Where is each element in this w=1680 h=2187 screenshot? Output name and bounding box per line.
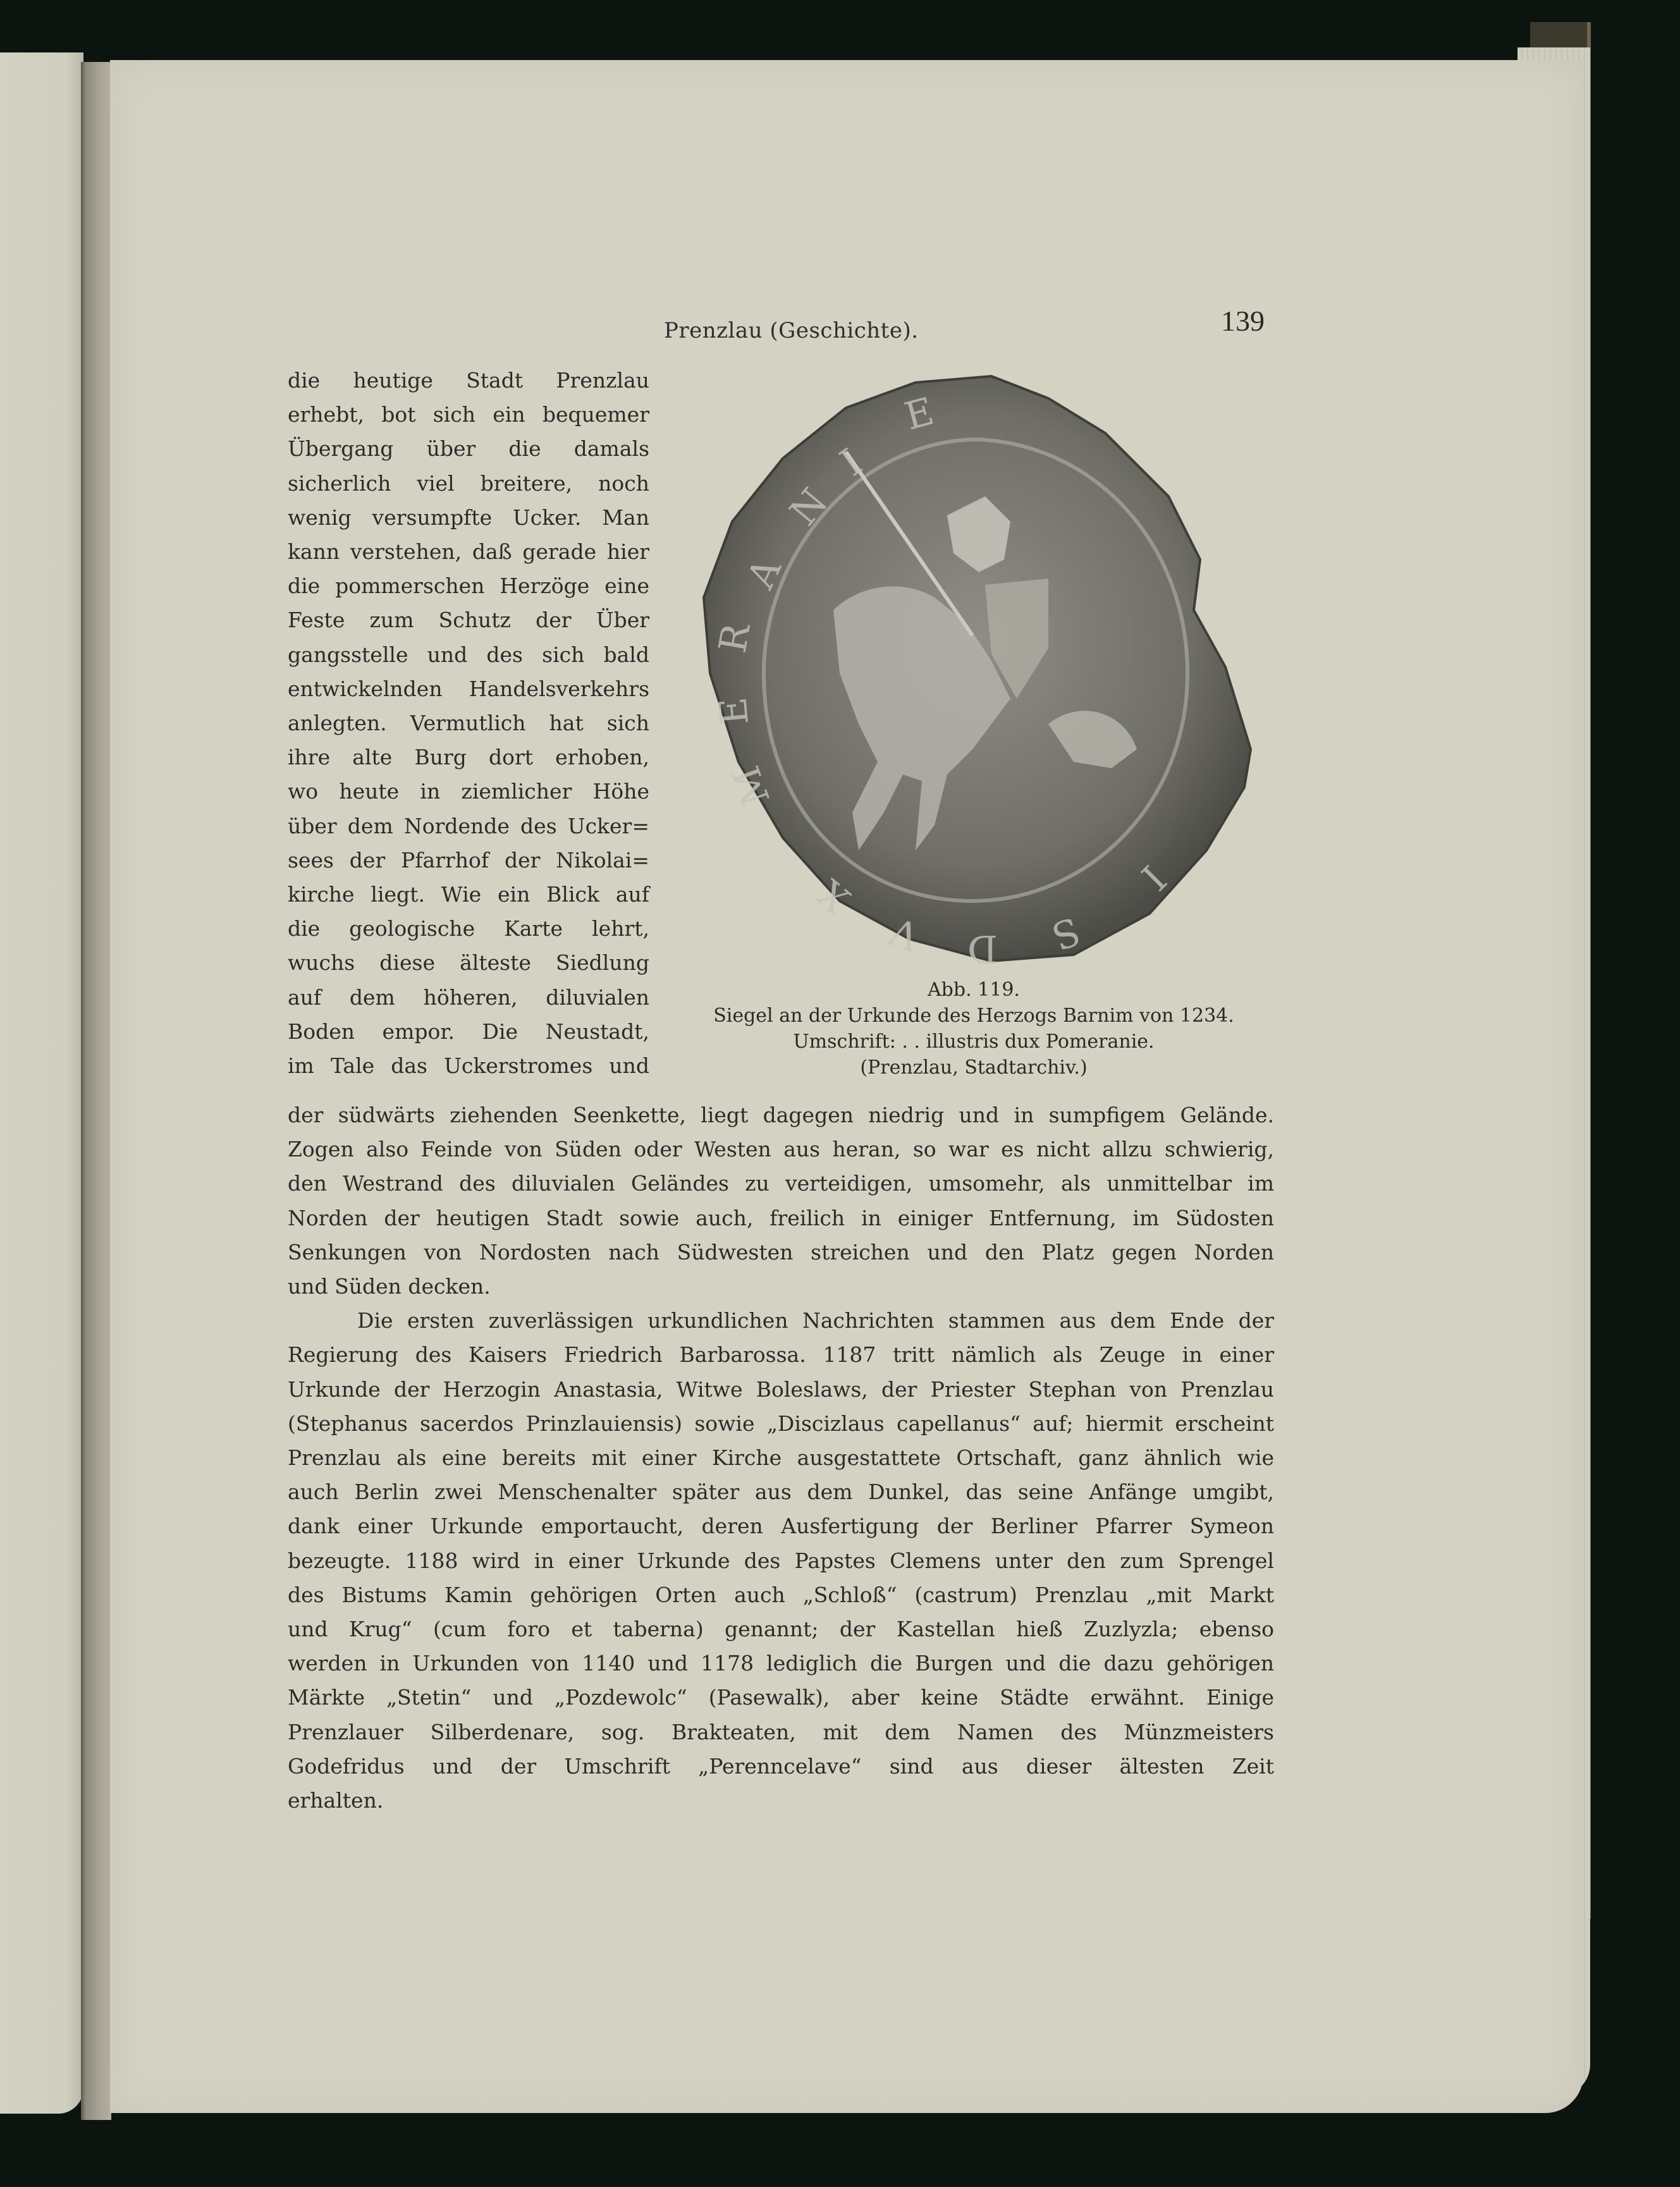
text-line: die heutige Stadt Prenzlau: [288, 368, 649, 393]
running-title: Prenzlau (Geschichte).: [664, 318, 919, 343]
svg-text:A: A: [739, 551, 790, 596]
text-line: Prenzlau als eine bereits mit einer Kirche ausgestattete Ortschaft, ganz ähnlich wie: [288, 1445, 1274, 1471]
svg-text:N: N: [781, 480, 837, 534]
text-line: auch Berlin zwei Menschenalter später aus dem Dunkel, das seine Anfänge umgibt,: [288, 1479, 1274, 1505]
figure-caption-line: (Prenzlau, Stadtarchiv.): [860, 1057, 1088, 1079]
left-page: [0, 52, 83, 2114]
svg-text:D: D: [967, 926, 998, 964]
text-line: entwickelnden Handelsverkehrs: [288, 676, 649, 701]
svg-text:V: V: [884, 908, 926, 959]
text-line: Norden der heutigen Stadt sowie auch, freilich in einiger Entfernung, im Südosten: [288, 1205, 1274, 1230]
svg-text:R: R: [710, 620, 759, 656]
text-line: bezeugte. 1188 wird in einer Urkunde des Papstes Clemens unter den zum Sprengel: [288, 1548, 1274, 1573]
text-line: Märkte „Stetin“ und „Pozdewolc“ (Pasewalk), aber keine Städte erwähnt. Einige: [288, 1685, 1274, 1710]
text-line: und Süden decken.: [288, 1274, 491, 1299]
text-line: wenig versumpfte Ucker. Man: [288, 505, 649, 530]
figure-caption-line: Siegel an der Urkunde des Herzogs Barnim von 1234.: [713, 1005, 1234, 1027]
text-line: wo heute in ziemlicher Höhe: [288, 779, 649, 804]
text-line: erhalten.: [288, 1788, 384, 1813]
text-line: Regierung des Kaisers Friedrich Barbarossa. 1187 tritt nämlich als Zeuge in einer: [288, 1342, 1274, 1368]
svg-text:I: I: [1132, 856, 1174, 898]
text-line: über dem Nordende des Ucker=: [288, 813, 649, 838]
text-line: Godefridus und der Umschrift „Perenncelave“ sind aus dieser ältesten Zeit: [288, 1753, 1274, 1779]
svg-text:E: E: [711, 695, 757, 727]
text-line: Urkunde der Herzogin Anastasia, Witwe Boleslaws, der Priester Stephan von Prenzlau: [288, 1376, 1274, 1402]
book-gutter: [81, 62, 111, 2120]
text-line: werden in Urkunden von 1140 und 1178 lediglich die Burgen und die dazu gehörigen: [288, 1651, 1274, 1676]
text-line: kirche liegt. Wie ein Blick auf: [288, 882, 649, 907]
page-header: [664, 305, 1265, 351]
text-line: dank einer Urkunde emportaucht, deren Ausfertigung der Berliner Pfarrer Symeon: [288, 1514, 1274, 1539]
seal-figure-image: [694, 370, 1257, 964]
text-line: sees der Pfarrhof der Nikolai=: [288, 847, 649, 873]
text-line: Prenzlauer Silberdenare, sog. Brakteaten, mit dem Namen des Münzmeisters: [288, 1719, 1274, 1744]
figure-caption: [683, 977, 1265, 1081]
text-line: die pommerschen Herzöge eine: [288, 573, 649, 599]
svg-text:S: S: [1046, 907, 1086, 959]
text-line: auf dem höheren, diluvialen: [288, 984, 649, 1010]
left-text-column: [288, 364, 649, 1083]
text-line: gangsstelle und des sich bald: [288, 642, 649, 667]
page-number: 139: [1221, 305, 1265, 337]
text-line: anlegten. Vermutlich hat sich: [288, 711, 649, 736]
text-line: ihre alte Burg dort erhoben,: [288, 745, 649, 770]
text-line: Senkungen von Nordosten nach Südwesten streichen und den Platz gegen Norden: [288, 1239, 1274, 1265]
text-line: Boden empor. Die Neustadt,: [288, 1019, 649, 1044]
body-text: [288, 1098, 1274, 1818]
text-line: des Bistums Kamin gehörigen Orten auch „Schloß“ (castrum) Prenzlau „mit Markt: [288, 1582, 1274, 1607]
figure-caption-line: Umschrift: . . illustris dux Pomeranie.: [793, 1031, 1155, 1053]
figure-label: Abb. 119.: [928, 979, 1020, 1001]
text-line: der südwärts ziehenden Seenkette, liegt dagegen niedrig und in sumpfigem Gelände.: [288, 1103, 1274, 1127]
svg-text:E: E: [900, 389, 939, 439]
text-line: wuchs diese älteste Siedlung: [288, 950, 649, 976]
text-line: und Krug“ (cum foro et taberna) genannt; der Kastellan hieß Zuzlyzla; ebenso: [288, 1617, 1274, 1642]
text-line: sicherlich viel breitere, noch: [288, 470, 649, 496]
text-line: Übergang über die damals: [288, 436, 649, 462]
text-line: Die ersten zuverlässigen urkundlichen Nachrichten stammen aus dem Ende der: [357, 1308, 1274, 1333]
svg-text:I: I: [832, 440, 871, 486]
text-line: im Tale das Uckerstromes und: [288, 1053, 649, 1079]
seal-illustration-icon: [694, 370, 1257, 964]
text-line: erhebt, bot sich ein bequemer: [288, 402, 649, 427]
svg-text:X: X: [809, 870, 859, 922]
svg-text:M: M: [724, 760, 780, 812]
text-line: den Westrand des diluvialen Geländes zu verteidigen, umsomehr, als unmittelbar im: [288, 1171, 1274, 1196]
text-line: kann verstehen, daß gerade hier: [288, 539, 649, 565]
text-line: Zogen also Feinde von Süden oder Westen aus heran, so war es nicht allzu schwierig,: [288, 1137, 1274, 1162]
text-line: die geologische Karte lehrt,: [288, 916, 649, 941]
text-line: (Stephanus sacerdos Prinzlauiensis) sowie „Discizlaus capellanus“ auf; hiermit erscheint: [288, 1411, 1274, 1436]
text-line: Feste zum Schutz der Über: [288, 608, 649, 633]
